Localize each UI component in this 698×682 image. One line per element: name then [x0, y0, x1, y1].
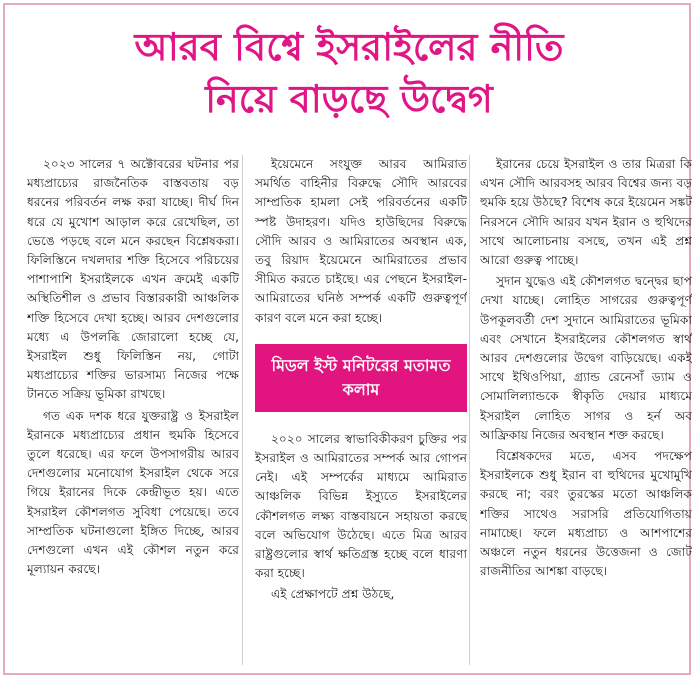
- paragraph: ইরানের চেয়ে ইসরাইল ও তার মিত্ররা কি এখন সৌদি আরবসহ আরব বিশ্বের জন্য বড় হুমকি হয়ে উঠছে? বিশেষ করে ইয়েমেন সঙ্কট নিরসনে সৌদি আরব যখন ইরান ও হুথিদের সাথে আলোচনায় বসছে, তখন এই প্রশ্ন আরো গুরুত্ব পাচ্ছে।: [480, 157, 692, 268]
- article-column-2: [255, 155, 467, 665]
- column-divider: [469, 155, 470, 665]
- article-column-3: [480, 155, 692, 665]
- news-clipping: [3, 3, 691, 675]
- column-divider: [242, 155, 243, 665]
- paragraph: সুদান যুদ্ধেও এই কৌশলগত দ্বন্দ্বের ছাপ দেখা যাচ্ছে। লোহিত সাগরের গুরুত্বপূর্ণ উপকূলবর্তী দেশ সুদানে আমিরাতের ভূমিকা এবং সেখানে ইসরাইলের কৌশলগত স্বার্থ আরব দেশগুলোর উদ্বেগ বাড়িয়েছে। একই সাথে ইথিওপিয়া, গ্র্যান্ড রেনেসাঁ ড্যাম ও সোমালিল্যান্ডকে স্বীকৃতি দেয়ার মাধ্যমে ইসরাইল লোহিত সাগর ও হর্ন অব আফ্রিকায় নিজের অবস্থান শক্ত করছে।: [480, 274, 692, 442]
- paragraph: ২০২৩ সালের ৭ অক্টোবরের ঘটনার পর মধ্যপ্রাচ্যের রাজনৈতিক বাস্তবতায় বড় ধরনের পরিবর্তন লক্ষ করা যাচ্ছে। দীর্ঘ দিন ধরে যে মুখোশ আড়াল করে রেখেছিল, তা ভেঙে পড়ছে বলে মনে করছেন বিশ্লেষকরা। ফিলিস্তিনে দখলদার শক্তি হিসেবে পরিচয়ের পাশাপাশি ইসরাইলকে এখন ক্রমেই একটি অস্থিতিশীল ও প্রভাব বিস্তারকারী আঞ্চলিক শক্তি হিসেবে দেখা হচ্ছে। আরব দেশগুলোর মধ্যে এ উপলব্ধি জোরালো হচ্ছে যে, ইসরাইল শুধু ফিলিস্তিন নয়, গোটা মধ্যপ্রাচ্যের শক্তির ভারসাম্য নিজের পক্ষে টানতে সক্রিয় ভূমিকা রাখছে।: [27, 157, 239, 402]
- article-column-1: [27, 155, 239, 665]
- paragraph: ২০২০ সালের স্বাভাবিকীকরণ চুক্তির পর ইসরাইল ও আমিরাতের সম্পর্ক আর গোপন নেই। এই সম্পর্কের মাধ্যমে আমিরাত আঞ্চলিক বিভিন্ন ইস্যুতে ইসরাইলের কৌশলগত লক্ষ্য বাস্তবায়নে সহায়তা করছে বলে অভিযোগ উঠেছে। এতে মিত্র আরব রাষ্ট্রগুলোর স্বার্থ ক্ষতিগ্রস্ত হচ্ছে বলে ধারণা করা হচ্ছে।: [255, 431, 467, 581]
- paragraph: বিশ্লেষকদের মতে, এসব পদক্ষেপ ইসরাইলকে শুধু ইরান বা হুথিদের মুখোমুখি করছে না; বরং তুরস্কের মতো আঞ্চলিক শক্তির সাথেও সরাসরি প্রতিযোগিতায় নামাচ্ছে। ফলে মধ্যপ্রাচ্য ও আশপাশের অঞ্চলে নতুন ধরনের উত্তেজনা ও জোট রাজনীতির আশঙ্কা বাড়ছে।: [480, 449, 692, 579]
- paragraph: ইয়েমেনে সংযুক্ত আরব আমিরাত সমর্থিত বাহিনীর বিরুদ্ধে সৌদি আরবের সাম্প্রতিক হামলা সেই পরিবর্তনের একটি স্পষ্ট উদাহরণ। যদিও হাউছিদের বিরুদ্ধে সৌদি আরব ও আমিরাতের অবস্থান এক, তবু রিয়াদ ইয়েমেনে আমিরাতের প্রভাব সীমিত করতে চাইছে। এর পেছনে ইসরাইল-আমিরাতের ঘনিষ্ঠ সম্পর্ক একটি গুরুত্বপূর্ণ কারণ বলে মনে করা হচ্ছে।: [255, 157, 467, 325]
- paragraph: এই প্রেক্ষাপটে প্রশ্ন উঠছে,: [271, 587, 395, 602]
- headline-line-1: আরব বিশ্বে ইসরাইলের নীতি: [134, 25, 564, 69]
- source-label-box: মিডল ইস্ট মনিটরের মতামত কলাম: [255, 344, 467, 412]
- headline: [5, 21, 693, 125]
- headline-line-2: নিয়ে বাড়ছে উদ্বেগ: [205, 77, 493, 121]
- paragraph: গত এক দশক ধরে যুক্তরাষ্ট্র ও ইসরাইল ইরানকে মধ্যপ্রাচ্যের প্রধান হুমকি হিসেবে তুলে ধরেছে। এর ফলে উপসাগরীয় আরব দেশগুলোর মনোযোগ ইসরাইল থেকে সরে গিয়ে ইরানের দিকে কেন্দ্রীভূত হয়। এতে ইসরাইল কৌশলগত সুবিধা পেয়েছে। তবে সাম্প্রতিক ঘটনাগুলো ইঙ্গিত দিচ্ছে, আরব দেশগুলো এখন এই কৌশল নতুন করে মূল্যায়ন করছে।: [27, 408, 239, 577]
